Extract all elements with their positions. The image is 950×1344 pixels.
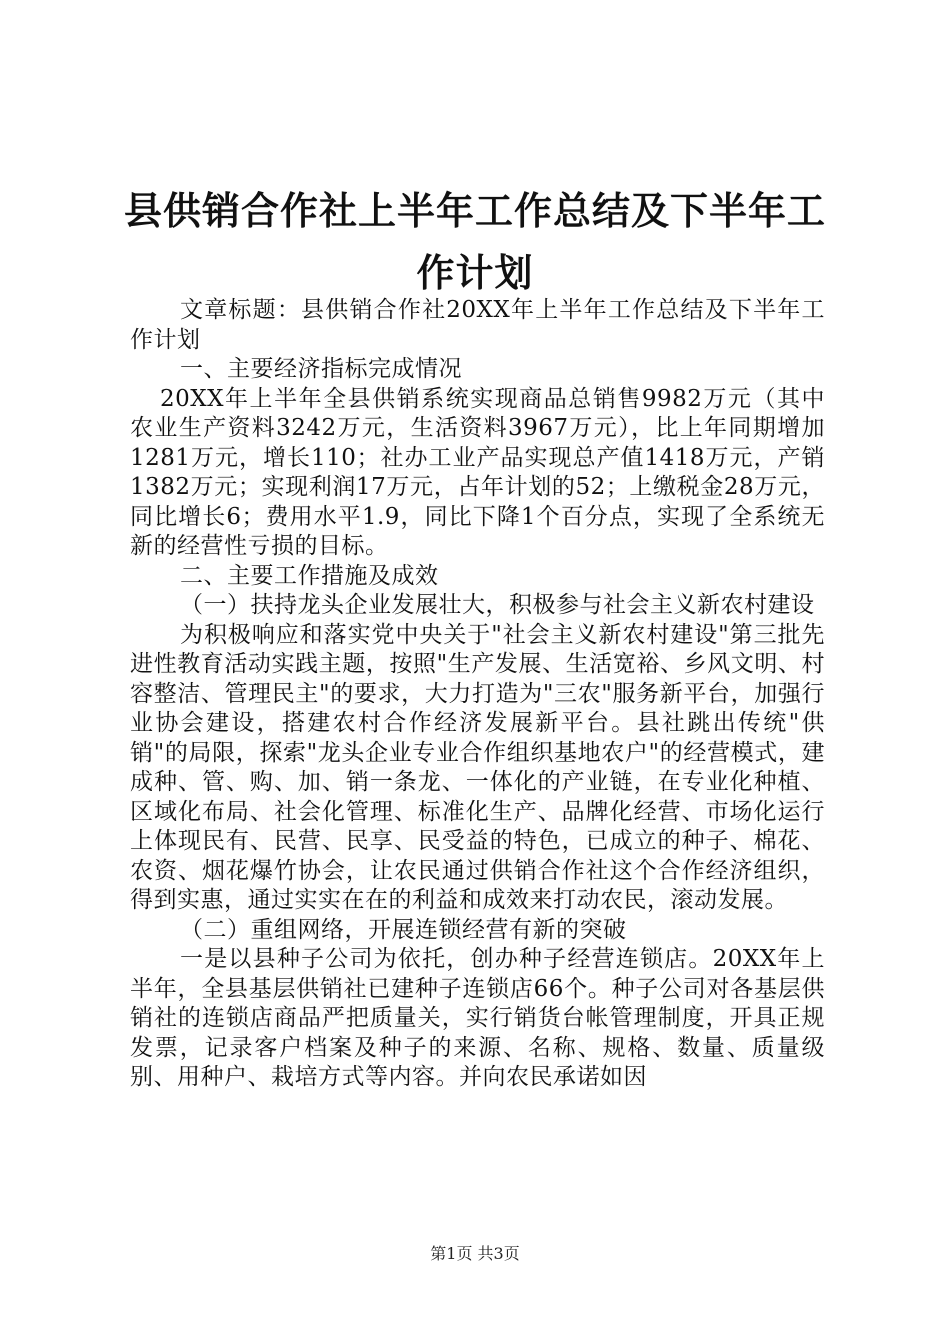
section-heading-2: 二、主要工作措施及成效: [180, 562, 439, 589]
subsection-heading-2: （二）重组网络，开展连锁经营有新的突破: [180, 916, 627, 943]
paragraph-new-countryside: 为积极响应和落实党中央关于"社会主义新农村建设"第三批先进性教育活动实践主题，按照"生产发展、生活宽裕、乡风文明、村容整洁、管理民主"的要求，大力打造为"三农"服务新平台，加强行业协会建设，搭建农村合作经济发展新平台。县社跳出传统"供销"的局限，探索"龙头企业专业合作组织基地农户"的经营模式，建成种、管、购、加、销一条龙、一体化的产业链，在专业化种植、区域化布局、社会化管理、标准化生产、品牌化经营、市场化运行上体现民有、民营、民享、民受益的特色，已成立的种子、棉花、农资、烟花爆竹协会，让农民通过供销合作社这个合作经济组织，得到实惠，通过实实在在的利益和成效来打动农民，滚动发展。: [130, 621, 825, 913]
article-title-line: 文章标题：县供销合作社20XX年上半年工作总结及下半年工作计划: [130, 297, 825, 353]
document-body: [130, 296, 825, 1093]
subsection-heading-1: （一）扶持龙头企业发展壮大，积极参与社会主义新农村建设: [180, 592, 815, 618]
paragraph-seed-chain-stores: 一是以县种子公司为依托，创办种子经营连锁店。20XX年上半年，全县基层供销社已建种子连锁店66个。种子公司对各基层供销社的连锁店商品严把质量关，实行销货台帐管理制度，开具正规发票，记录客户档案及种子的来源、名称、规格、数量、质量级别、用种户、栽培方式等内容。并向农民承诺如因: [130, 946, 825, 1090]
section-heading-1: 一、主要经济指标完成情况: [180, 356, 462, 382]
document-title: 县供销合作社上半年工作总结及下半年工作计划: [123, 189, 826, 295]
page-number: 第1页 共3页: [430, 1244, 520, 1263]
paragraph-economic-indicators: 20XX年上半年全县供销系统实现商品总销售9982万元（其中农业生产资料3242万元，生活资料3967万元），比上年同期增加1281万元，增长110；社办工业产品实现总产值1418万元，产销1382万元；实现利润17万元，占年计划的52；上缴税金28万元，同比增长6；费用水平1.9，同比下降1个百分点，实现了全系统无新的经营性亏损的目标。: [130, 385, 825, 559]
